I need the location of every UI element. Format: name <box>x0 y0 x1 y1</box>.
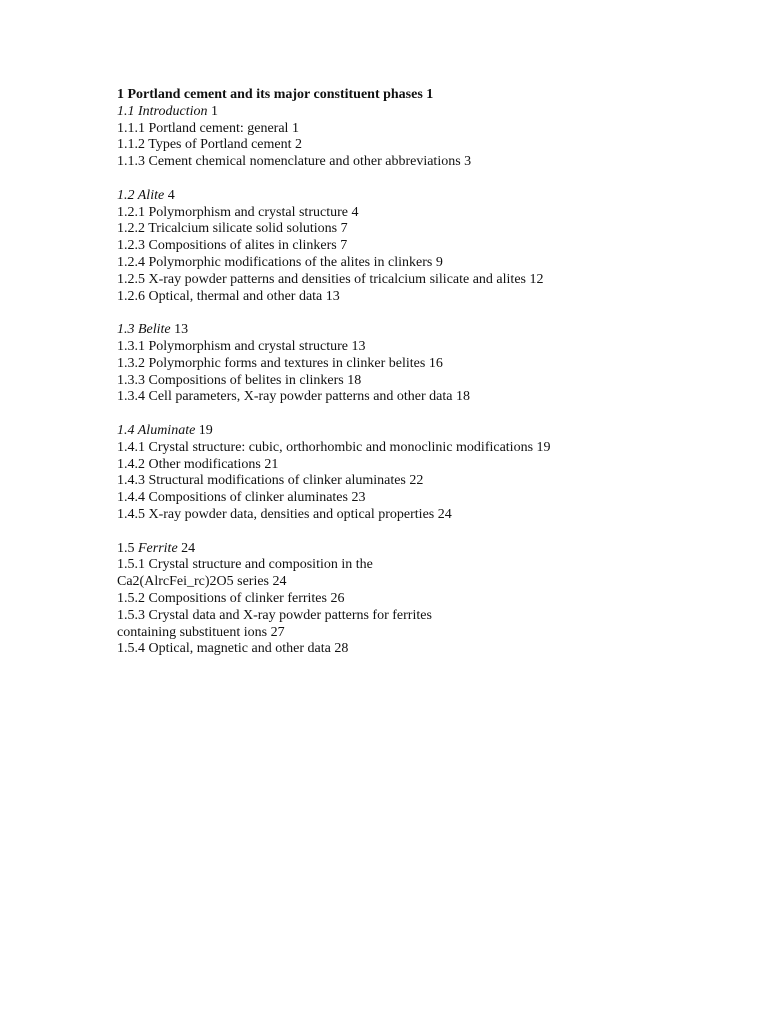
section-page-number: 24 <box>181 540 196 556</box>
section-heading <box>117 541 737 558</box>
toc-entry: 1.1.1 Portland cement: general 1 <box>117 120 299 136</box>
section-spacer <box>117 171 737 188</box>
toc-section <box>117 423 737 524</box>
toc-entry: 1.2.1 Polymorphism and crystal structure 4 <box>117 204 359 220</box>
chapter-heading: 1 Portland cement and its major constituent phases 1 <box>117 87 434 102</box>
section-heading <box>117 322 737 339</box>
section-spacer <box>117 406 737 423</box>
section-heading <box>117 423 737 440</box>
section-number: 1.2 <box>117 187 135 203</box>
section-heading <box>117 104 737 121</box>
section-page-number: 19 <box>198 422 213 438</box>
toc-entry: 1.3.1 Polymorphism and crystal structure 13 <box>117 338 366 354</box>
sections-container <box>117 104 737 658</box>
toc-section <box>117 104 737 171</box>
section-number: 1.3 <box>117 322 135 338</box>
section-title: Alite <box>137 187 165 203</box>
toc-entry: containing substituent ions 27 <box>117 624 285 640</box>
toc-entry: 1.2.3 Compositions of alites in clinkers 7 <box>117 238 348 254</box>
toc-entry: 1.3.4 Cell parameters, X-ray powder patterns and other data 18 <box>117 389 470 405</box>
toc-section <box>117 322 737 406</box>
section-number: 1.4 <box>117 422 135 438</box>
toc-entry: 1.5.2 Compositions of clinker ferrites 26 <box>117 590 345 606</box>
toc-entry: 1.2.4 Polymorphic modifications of the alites in clinkers 9 <box>117 254 443 270</box>
toc-entry: 1.4.5 X-ray powder data, densities and optical properties 24 <box>117 506 452 522</box>
section-heading <box>117 188 737 205</box>
section-title: Belite <box>138 322 171 338</box>
toc-entry: 1.5.4 Optical, magnetic and other data 28 <box>117 641 349 657</box>
section-title: Ferrite <box>138 540 178 556</box>
toc-section <box>117 188 737 306</box>
section-page-number: 13 <box>174 322 189 338</box>
toc-entry: 1.4.2 Other modifications 21 <box>117 456 279 472</box>
section-number: 1.1 <box>117 103 135 119</box>
section-number: 1.5 <box>117 540 135 556</box>
section-title: Introduction <box>138 103 208 119</box>
toc-entry: 1.3.3 Compositions of belites in clinkers 18 <box>117 372 362 388</box>
toc-entry: 1.5.1 Crystal structure and composition in the <box>117 557 373 573</box>
table-of-contents <box>117 87 737 658</box>
section-title: Aluminate <box>137 422 196 438</box>
toc-entry: 1.1.2 Types of Portland cement 2 <box>117 137 303 153</box>
toc-entry: 1.2.5 X-ray powder patterns and densities of tricalcium silicate and alites 12 <box>117 271 544 287</box>
toc-entry: 1.5.3 Crystal data and X-ray powder patterns for ferrites <box>117 607 432 623</box>
toc-entry: 1.2.6 Optical, thermal and other data 13 <box>117 288 340 304</box>
toc-entry: 1.4.1 Crystal structure: cubic, orthorhombic and monoclinic modifications 19 <box>117 439 551 455</box>
toc-entry: 1.4.3 Structural modifications of clinker aluminates 22 <box>117 473 424 489</box>
section-spacer <box>117 305 737 322</box>
toc-entry: 1.1.3 Cement chemical nomenclature and other abbreviations 3 <box>117 154 472 170</box>
section-page-number: 4 <box>167 187 175 203</box>
toc-section <box>117 541 737 659</box>
section-page-number: 1 <box>210 103 218 119</box>
toc-entry: 1.4.4 Compositions of clinker aluminates 23 <box>117 490 366 506</box>
toc-entry: 1.2.2 Tricalcium silicate solid solutions 7 <box>117 221 348 237</box>
section-spacer <box>117 524 737 541</box>
toc-entry: Ca2(AlrcFei_rc)2O5 series 24 <box>117 574 287 590</box>
toc-entry: 1.3.2 Polymorphic forms and textures in clinker belites 16 <box>117 355 443 371</box>
